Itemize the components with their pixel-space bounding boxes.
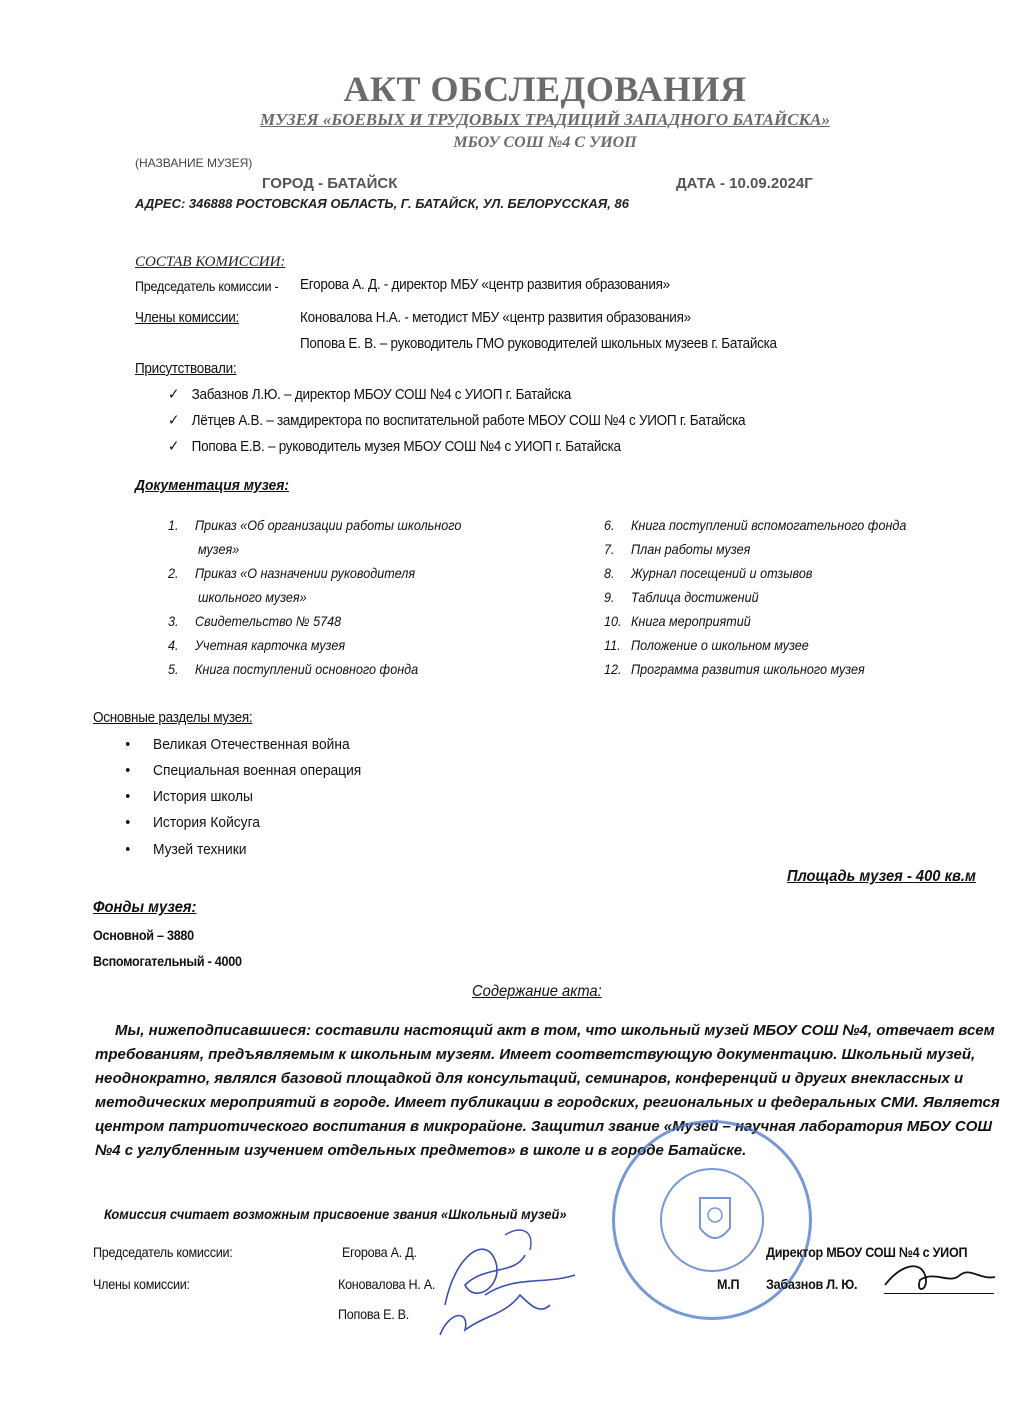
members-label: Члены комиссии: bbox=[135, 309, 239, 326]
doc-item-2-cont: школьного музея» bbox=[198, 589, 307, 605]
doc-item-6: 6. Книга поступлений вспомогательного фонда bbox=[604, 517, 907, 533]
member-line-1: Коновалова Н.А. - методист МБУ «центр развития образования» bbox=[300, 309, 691, 326]
act-body: Мы, нижеподписавшиеся: составили настоящий акт в том, что школьный музей МБОУ СОШ №4, отвечает всем требованиям, предъявляемым к школьным музеям. Имеет соответствующую документацию. Школьный музей, неоднократно, являлся базовой площадкой для консультаций, семинаров, конференций и других внеклассных и методических мероприятий в городе. Имеет публикации в городских, региональных и федеральных СМИ. Является центром патриотического воспитания в микрорайоне. Защитил звание «Музей – научная лаборатория МБОУ СОШ №4 с углубленным изучением отдельных предметов» в школе и в городе Батайске. bbox=[95, 1022, 1000, 1159]
sign-chair-label: Председатель комиссии: bbox=[93, 1244, 233, 1260]
doc-item-5: 5. Книга поступлений основного фонда bbox=[168, 661, 419, 677]
funds-heading: Фонды музея: bbox=[93, 899, 197, 916]
museum-name-label: (НАЗВАНИЕ МУЗЕЯ) bbox=[135, 156, 253, 170]
document-title: АКТ ОБСЛЕДОВАНИЯ bbox=[343, 69, 747, 109]
section-item-1: • Великая Отечественная война bbox=[153, 736, 350, 753]
doc-item-7: 7. План работы музея bbox=[604, 541, 751, 557]
doc-item-12: 12. Программа развития школьного музея bbox=[604, 661, 865, 677]
present-item-1: ✓ Забазнов Л.Ю. – директор МБОУ СОШ №4 с УИОП г. Батайска bbox=[168, 385, 571, 403]
doc-item-2: 2. Приказ «О назначении руководителя bbox=[168, 565, 416, 581]
mp-mark: М.П bbox=[717, 1276, 740, 1292]
documentation-heading: Документация музея: bbox=[135, 477, 290, 494]
chair-name: Егорова А. Д. - директор МБУ «центр развития образования» bbox=[300, 276, 670, 293]
present-item-3: ✓ Попова Е.В. – руководитель музея МБОУ СОШ №4 с УИОП г. Батайска bbox=[168, 437, 621, 455]
doc-item-1: 1. Приказ «Об организации работы школьного bbox=[168, 517, 462, 533]
director-title: Директор МБОУ СОШ №4 с УИОП bbox=[766, 1244, 968, 1260]
sign-members-label: Члены комиссии: bbox=[93, 1276, 190, 1292]
director-signature bbox=[880, 1255, 1000, 1305]
sign-member-2: Попова Е. В. bbox=[338, 1306, 410, 1322]
act-conclusion: Комиссия считает возможным присвоение звания «Школьный музей» bbox=[104, 1206, 567, 1222]
city-label: ГОРОД - БАТАЙСК bbox=[262, 175, 398, 192]
funds-aux: Вспомогательный - 4000 bbox=[93, 953, 242, 969]
doc-item-10: 10. Книга мероприятий bbox=[604, 613, 751, 629]
section-item-2: • Специальная военная операция bbox=[153, 762, 361, 779]
director-name: Забазнов Л. Ю. bbox=[766, 1276, 858, 1292]
coat-of-arms-icon bbox=[695, 1193, 735, 1253]
sign-chair-name: Егорова А. Д. bbox=[342, 1244, 417, 1260]
doc-item-8: 8. Журнал посещений и отзывов bbox=[604, 565, 813, 581]
sections-heading: Основные разделы музея: bbox=[93, 709, 253, 726]
act-heading: Содержание акта: bbox=[472, 983, 602, 1000]
museum-subtitle: МУЗЕЯ «БОЕВЫХ И ТРУДОВЫХ ТРАДИЦИЙ ЗАПАДНОГО БАТАЙСКА» bbox=[260, 110, 830, 129]
museum-area: Площадь музея - 400 кв.м bbox=[787, 868, 976, 885]
date-label: ДАТА - 10.09.2024Г bbox=[676, 175, 813, 192]
address-line: АДРЕС: 346888 РОСТОВСКАЯ ОБЛАСТЬ, Г. БАТАЙСК, УЛ. БЕЛОРУССКАЯ, 86 bbox=[135, 196, 629, 211]
member-line-2: Попова Е. В. – руководитель ГМО руководителей школьных музеев г. Батайска bbox=[300, 335, 777, 352]
present-item-2: ✓ Лётцев А.В. – замдиректора по воспитательной работе МБОУ СОШ №4 с УИОП г. Батайска bbox=[168, 411, 745, 429]
section-item-5: • Музей техники bbox=[153, 841, 246, 858]
chair-label: Председатель комиссии - bbox=[135, 278, 279, 294]
sign-member-1: Коновалова Н. А. bbox=[338, 1276, 436, 1292]
present-label: Присутствовали: bbox=[135, 360, 237, 377]
commission-heading: СОСТАВ КОМИССИИ: bbox=[135, 254, 286, 270]
section-item-4: • История Койсуга bbox=[153, 814, 260, 831]
doc-item-9: 9. Таблица достижений bbox=[604, 589, 759, 605]
school-subtitle: МБОУ СОШ №4 С УИОП bbox=[453, 134, 637, 151]
doc-item-4: 4. Учетная карточка музея bbox=[168, 637, 346, 653]
doc-item-11: 11. Положение о школьном музее bbox=[604, 637, 809, 653]
funds-main: Основной – 3880 bbox=[93, 927, 194, 943]
doc-item-1-cont: музея» bbox=[198, 541, 240, 557]
section-item-3: • История школы bbox=[153, 788, 253, 805]
doc-item-3: 3. Свидетельство № 5748 bbox=[168, 613, 342, 629]
member-signatures bbox=[425, 1215, 595, 1345]
